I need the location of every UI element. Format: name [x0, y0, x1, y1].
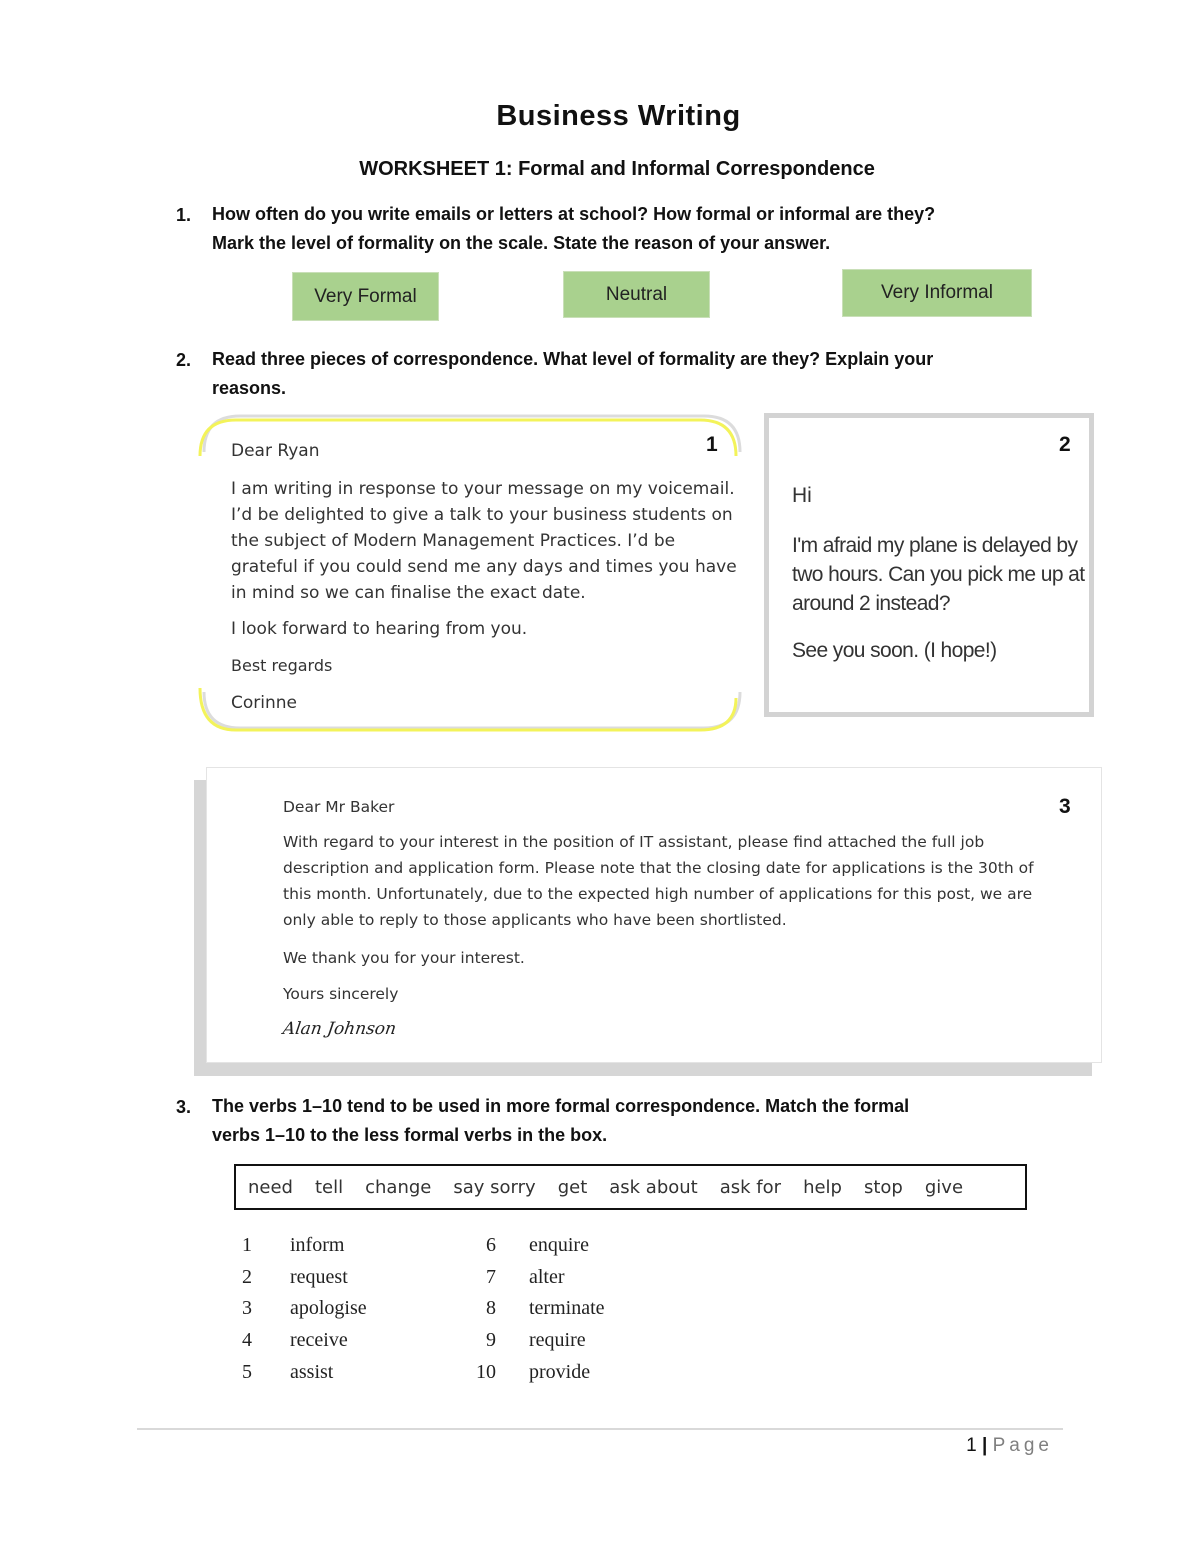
letter-1-name: Corinne: [231, 693, 297, 713]
list-item-verb: receive: [290, 1329, 348, 1352]
letter-1-closing: I look forward to hearing from you.: [231, 619, 528, 639]
list-item-number: 9: [486, 1329, 496, 1352]
letter-1-body-line: I am writing in response to your message on my voicemail.: [231, 479, 735, 499]
question-2-line-2: reasons.: [212, 378, 287, 398]
box-verb: get: [557, 1176, 588, 1198]
letter-1-signoff: Best regards: [231, 656, 333, 675]
list-item: [450, 1262, 605, 1294]
question-3-line-2: verbs 1–10 to the less formal verbs in the box.: [212, 1125, 608, 1145]
letter-1-greeting: Dear Ryan: [231, 441, 320, 461]
question-3-line-1: The verbs 1–10 tend to be used in more formal correspondence. Match the formal: [212, 1096, 910, 1116]
formal-verb-list-right: [450, 1230, 605, 1388]
box-verb: ask about: [609, 1176, 698, 1198]
list-item-number: 4: [242, 1329, 252, 1352]
letter-1-body-line: the subject of Modern Management Practices. I’d be: [231, 531, 676, 551]
list-item: [206, 1230, 367, 1262]
list-item-number: 1: [242, 1234, 252, 1257]
scale-very-informal-button[interactable]: Very Informal: [842, 269, 1032, 317]
list-item-verb: assist: [290, 1360, 334, 1383]
letter-3-closing: We thank you for your interest.: [283, 949, 525, 967]
scale-very-formal-button[interactable]: Very Formal: [292, 272, 439, 321]
letter-2-closing: See you soon. (I hope!): [792, 639, 997, 662]
question-1-text: [212, 200, 935, 258]
list-item-number: 10: [476, 1360, 496, 1383]
letter-3-body-line: this month. Unfortunately, due to the expected high number of applications for this post, we are: [283, 885, 1033, 903]
box-verb: help: [803, 1176, 842, 1198]
footer-separator: |: [982, 1435, 988, 1456]
verb-word-box: [234, 1164, 1027, 1210]
letter-3-greeting: Dear Mr Baker: [283, 798, 395, 816]
list-item-number: 5: [242, 1360, 252, 1383]
question-1-number: 1.: [176, 205, 192, 225]
box-verb: say sorry: [453, 1176, 536, 1198]
list-item-verb: request: [290, 1265, 348, 1288]
list-item-number: 6: [486, 1234, 496, 1257]
box-verb: tell: [314, 1176, 344, 1198]
question-2-line-1: Read three pieces of correspondence. What level of formality are they? Explain your: [212, 349, 934, 369]
box-verb: change: [365, 1176, 432, 1198]
letter-3-number: 3: [1059, 795, 1071, 818]
formal-verb-list-left: [206, 1230, 367, 1388]
list-item-number: 8: [486, 1297, 496, 1320]
letter-2-number: 2: [1059, 433, 1071, 456]
document-title: Business Writing: [496, 100, 741, 132]
box-verb: give: [924, 1176, 964, 1198]
list-item-verb: provide: [529, 1360, 591, 1383]
list-item-number: 7: [486, 1265, 496, 1288]
page-number: 1: [966, 1435, 977, 1456]
letter-1-number: 1: [706, 433, 718, 456]
list-item: [450, 1356, 605, 1388]
question-1-line-1: How often do you write emails or letters at school? How formal or informal are they?: [212, 204, 936, 224]
list-item-verb: inform: [290, 1234, 345, 1257]
scale-neutral-button[interactable]: Neutral: [563, 271, 710, 318]
worksheet-title: WORKSHEET 1: Formal and Informal Correspondence: [359, 158, 875, 180]
letter-2-greeting: Hi: [792, 484, 812, 507]
box-verb: ask for: [719, 1176, 782, 1198]
letter-3-signature: Alan Johnson: [281, 1019, 398, 1039]
letter-3-body-line: With regard to your interest in the position of IT assistant, please find attached the full job: [283, 833, 985, 851]
list-item-number: 3: [242, 1297, 252, 1320]
letter-2-body-line: I'm afraid my plane is delayed by: [792, 534, 1078, 557]
letter-1-body-line: I’d be delighted to give a talk to your business students on: [231, 505, 733, 525]
list-item-number: 2: [242, 1265, 252, 1288]
list-item-verb: enquire: [529, 1234, 589, 1257]
question-1-line-2: Mark the level of formality on the scale. State the reason of your answer.: [212, 233, 831, 253]
list-item-verb: apologise: [290, 1297, 367, 1320]
question-2-number: 2.: [176, 350, 192, 370]
list-item: [450, 1293, 605, 1325]
box-verb: need: [248, 1176, 293, 1198]
list-item: [206, 1262, 367, 1294]
letter-3-body-line: only able to reply to those applicants who have been shortlisted.: [283, 911, 787, 929]
letter-1-body: [231, 476, 737, 606]
letter-2-body: [792, 531, 1084, 618]
letter-1-body-line: grateful if you could send me any days and times you have: [231, 557, 737, 577]
letter-3-body-line: description and application form. Please note that the closing date for applications is the 30th of: [283, 859, 1034, 877]
letter-3-body: [283, 829, 1034, 933]
list-item-verb: alter: [529, 1265, 565, 1288]
list-item: [206, 1325, 367, 1357]
letter-2-body-line: around 2 instead?: [792, 592, 950, 615]
footer-divider: [137, 1428, 1063, 1430]
box-verb: stop: [863, 1176, 903, 1198]
page-footer: [900, 1435, 1053, 1457]
list-item: [450, 1230, 605, 1262]
list-item: [206, 1293, 367, 1325]
question-3-text: [212, 1092, 909, 1150]
list-item: [450, 1325, 605, 1357]
letter-2-body-line: two hours. Can you pick me up at: [792, 563, 1085, 586]
list-item-verb: terminate: [529, 1297, 605, 1320]
question-3-number: 3.: [176, 1097, 192, 1117]
list-item-verb: require: [529, 1329, 586, 1352]
letter-3-signoff: Yours sincerely: [283, 985, 399, 1003]
page-label: Page: [992, 1435, 1053, 1456]
letter-1-body-line: in mind so we can finalise the exact date.: [231, 583, 586, 603]
question-2-text: [212, 345, 933, 403]
list-item: [206, 1356, 367, 1388]
